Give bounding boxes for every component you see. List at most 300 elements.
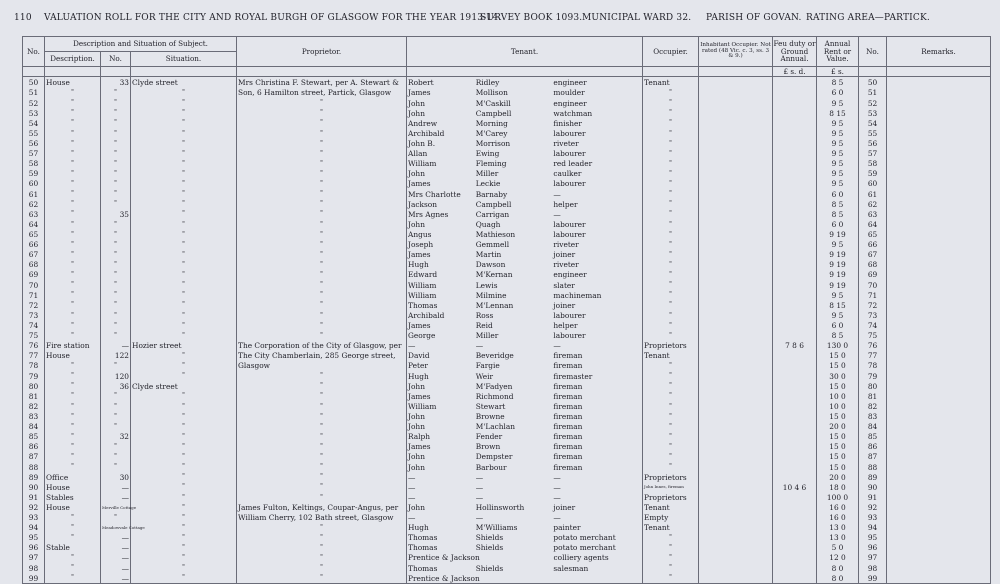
description: ": [45, 553, 101, 563]
table-row: [23, 250, 991, 260]
house-number: ": [101, 260, 131, 270]
row-number: 87: [23, 452, 45, 462]
house-number: ": [101, 300, 131, 310]
remarks: [887, 270, 991, 280]
row-number-right: 53: [859, 108, 887, 118]
occupier: ": [643, 311, 699, 321]
description: ": [45, 169, 101, 179]
occupier: ": [643, 361, 699, 371]
tenant-occupation: —: [553, 341, 561, 351]
tenant-occupation: engineer: [553, 270, 587, 280]
tenant: [407, 391, 643, 401]
situation: ": [131, 462, 237, 472]
proprietor: ": [237, 381, 407, 391]
tenant-occupation: joiner: [553, 300, 576, 310]
description: ": [45, 199, 101, 209]
remarks: [887, 311, 991, 321]
inhabitant-occupier: [699, 169, 773, 179]
row-number: 52: [23, 98, 45, 108]
inhabitant-occupier: [699, 361, 773, 371]
remarks: [887, 452, 991, 462]
row-number-right: 77: [859, 351, 887, 361]
table-row: [23, 402, 991, 412]
feu-duty: 10 4 6: [773, 482, 817, 492]
house-number: ": [101, 321, 131, 331]
feu-duty: [773, 422, 817, 432]
tenant-first-name: Thomas: [408, 563, 438, 573]
inhabitant-occupier: [699, 371, 773, 381]
situation: ": [131, 361, 237, 371]
tenant: [407, 290, 643, 300]
description: House: [45, 503, 101, 513]
inhabitant-occupier: [699, 290, 773, 300]
tenant-first-name: Mrs Charlotte: [408, 189, 461, 199]
tenant: [407, 533, 643, 543]
situation: ": [131, 290, 237, 300]
row-number: 85: [23, 432, 45, 442]
occupier: ": [643, 230, 699, 240]
col-occupier: Occupier.: [643, 37, 699, 67]
tenant-surname: Dempster: [475, 452, 513, 462]
tenant-occupation: labourer: [553, 179, 586, 189]
tenant: [407, 250, 643, 260]
row-number-right: 88: [859, 462, 887, 472]
tenant-first-name: William: [408, 159, 437, 169]
tenant-occupation: potato merchant: [553, 543, 616, 553]
situation: ": [131, 402, 237, 412]
tenant-first-name: Robert: [408, 78, 434, 88]
situation: ": [131, 139, 237, 149]
col-proprietor: Proprietor.: [237, 37, 407, 67]
occupier: ": [643, 402, 699, 412]
situation: ": [131, 280, 237, 290]
row-number: 51: [23, 88, 45, 98]
remarks: [887, 230, 991, 240]
tenant-occupation: red leader: [553, 159, 593, 169]
feu-duty: [773, 77, 817, 89]
house-number: 30: [101, 472, 131, 482]
inhabitant-occupier: [699, 543, 773, 553]
remarks: [887, 361, 991, 371]
page-title: VALUATION ROLL FOR THE CITY AND ROYAL BURGH OF GLASGOW FOR THE YEAR 1913-14.: [44, 13, 502, 23]
house-number: ": [101, 391, 131, 401]
description: ": [45, 300, 101, 310]
row-number-right: 79: [859, 371, 887, 381]
annual-rent: 15 0: [817, 351, 859, 361]
row-number: 57: [23, 149, 45, 159]
annual-rent: 15 0: [817, 452, 859, 462]
table-row: [23, 149, 991, 159]
tenant-surname: —: [475, 513, 484, 523]
situation: ": [131, 472, 237, 482]
occupier: ": [643, 108, 699, 118]
proprietor: ": [237, 321, 407, 331]
occupier: ": [643, 149, 699, 159]
inhabitant-occupier: [699, 513, 773, 523]
tenant: [407, 159, 643, 169]
annual-rent: 18 0: [817, 482, 859, 492]
house-number: ": [101, 402, 131, 412]
annual-rent: 6 0: [817, 189, 859, 199]
tenant-occupation: —: [553, 189, 561, 199]
row-number-right: 82: [859, 402, 887, 412]
tenant-first-name: Prentice & Jackson: [408, 573, 480, 583]
remarks: [887, 341, 991, 351]
occupier: ": [643, 179, 699, 189]
row-number-right: 56: [859, 139, 887, 149]
row-number: 66: [23, 240, 45, 250]
row-number: 71: [23, 290, 45, 300]
tenant-first-name: John: [408, 98, 425, 108]
tenant-first-name: Ralph: [408, 432, 431, 442]
annual-rent: 9 19: [817, 260, 859, 270]
tenant-occupation: fireman: [553, 401, 583, 411]
situation: ": [131, 240, 237, 250]
house-number: ": [101, 118, 131, 128]
inhabitant-occupier: [699, 412, 773, 422]
feu-duty: [773, 452, 817, 462]
feu-duty: [773, 129, 817, 139]
tenant: [407, 240, 643, 250]
tenant-surname: Dawson: [475, 260, 506, 270]
description: Fire station: [45, 341, 101, 351]
inhabitant-occupier: [699, 199, 773, 209]
inhabitant-occupier: [699, 422, 773, 432]
row-number-right: 91: [859, 492, 887, 502]
table-row: [23, 129, 991, 139]
annual-rent: 9 5: [817, 311, 859, 321]
table-row: [23, 240, 991, 250]
annual-rent: 8 15: [817, 300, 859, 310]
tenant: [407, 553, 643, 563]
situation: ": [131, 452, 237, 462]
table-row: [23, 573, 991, 584]
remarks: [887, 260, 991, 270]
tenant-surname: —: [475, 492, 484, 502]
tenant-first-name: John: [408, 169, 425, 179]
occupier: ": [643, 563, 699, 573]
remarks: [887, 189, 991, 199]
annual-rent: 5 0: [817, 543, 859, 553]
rent-units: £ s.: [817, 67, 859, 77]
feu-units: £ s. d.: [773, 67, 817, 77]
row-number-right: 58: [859, 159, 887, 169]
tenant-surname: Mathieson: [475, 229, 516, 239]
row-number-right: 98: [859, 563, 887, 573]
row-number-right: 74: [859, 321, 887, 331]
feu-duty: [773, 108, 817, 118]
tenant: [407, 351, 643, 361]
description: ": [45, 513, 101, 523]
row-number-right: 78: [859, 361, 887, 371]
tenant: [407, 412, 643, 422]
proprietor: ": [237, 331, 407, 341]
situation: ": [131, 260, 237, 270]
house-number: ": [101, 149, 131, 159]
table-row: [23, 462, 991, 472]
feu-duty: [773, 270, 817, 280]
tenant: [407, 139, 643, 149]
tenant-surname: Barbour: [475, 462, 507, 472]
remarks: [887, 573, 991, 584]
remarks: [887, 523, 991, 533]
feu-duty: [773, 361, 817, 371]
annual-rent: 8 5: [817, 331, 859, 341]
occupier: Proprietors: [643, 341, 699, 351]
annual-rent: 6 0: [817, 88, 859, 98]
inhabitant-occupier: [699, 381, 773, 391]
tenant-first-name: Archibald: [408, 310, 445, 320]
municipal-ward: MUNICIPAL WARD 32.: [582, 13, 692, 23]
row-number: 88: [23, 462, 45, 472]
tenant-surname: Ewing: [475, 149, 500, 159]
feu-duty: [773, 300, 817, 310]
remarks: [887, 381, 991, 391]
table-row: [23, 452, 991, 462]
tenant-occupation: joiner: [553, 250, 576, 260]
row-number: 56: [23, 139, 45, 149]
house-number: ": [101, 442, 131, 452]
feu-duty: [773, 159, 817, 169]
row-number-right: 71: [859, 290, 887, 300]
tenant: [407, 280, 643, 290]
description: Stables: [45, 492, 101, 502]
tenant-surname: Shields: [475, 563, 504, 573]
tenant-first-name: Thomas: [408, 300, 438, 310]
description: House: [45, 482, 101, 492]
remarks: [887, 321, 991, 331]
proprietor: The City Chamberlain, 285 George street,: [237, 351, 407, 361]
situation: ": [131, 492, 237, 502]
table-row: [23, 179, 991, 189]
annual-rent: 8 5: [817, 199, 859, 209]
proprietor: ": [237, 118, 407, 128]
tenant-occupation: labourer: [553, 149, 586, 159]
situation: ": [131, 513, 237, 523]
row-number-right: 60: [859, 179, 887, 189]
tenant-first-name: Archibald: [408, 128, 445, 138]
tenant-occupation: machineman: [553, 290, 602, 300]
table-row: [23, 280, 991, 290]
row-number-right: 55: [859, 129, 887, 139]
house-number: ": [101, 139, 131, 149]
tenant-first-name: —: [408, 492, 416, 502]
situation: ": [131, 351, 237, 361]
description: House: [45, 351, 101, 361]
tenant-surname: Stewart: [475, 401, 506, 411]
annual-rent: 130 0: [817, 341, 859, 351]
inhabitant-occupier: [699, 149, 773, 159]
row-number: 80: [23, 381, 45, 391]
annual-rent: 8 0: [817, 573, 859, 584]
row-number-right: 96: [859, 543, 887, 553]
tenant-surname: [476, 554, 554, 561]
house-number: ": [101, 88, 131, 98]
proprietor: ": [237, 523, 407, 533]
tenant: [407, 88, 643, 98]
col-tenant: Tenant.: [407, 37, 643, 67]
proprietor: ": [237, 543, 407, 553]
feu-duty: [773, 280, 817, 290]
table-row: [23, 199, 991, 209]
occupier: ": [643, 280, 699, 290]
tenant: [407, 179, 643, 189]
tenant-surname: Ross: [475, 310, 494, 320]
table-row: [23, 472, 991, 482]
proprietor: ": [237, 300, 407, 310]
remarks: [887, 503, 991, 513]
tenant: [407, 472, 643, 482]
proprietor: Mrs Christina F. Stewart, per A. Stewart &: [237, 77, 407, 89]
situation: ": [131, 412, 237, 422]
house-number: ": [101, 462, 131, 472]
table-row: [23, 159, 991, 169]
description: ": [45, 98, 101, 108]
tenant-occupation: finisher: [553, 118, 582, 128]
occupier: ": [643, 533, 699, 543]
remarks: [887, 331, 991, 341]
row-number: 53: [23, 108, 45, 118]
house-number: —: [101, 492, 131, 502]
proprietor: ": [237, 290, 407, 300]
feu-duty: [773, 88, 817, 98]
feu-duty: [773, 290, 817, 300]
proprietor: ": [237, 482, 407, 492]
feu-duty: [773, 240, 817, 250]
tenant-first-name: Mrs Agnes: [408, 209, 449, 219]
table-row: [23, 351, 991, 361]
tenant-first-name: William: [408, 401, 437, 411]
description: ": [45, 290, 101, 300]
description: ": [45, 442, 101, 452]
feu-duty: [773, 381, 817, 391]
tenant-occupation: —: [553, 209, 561, 219]
proprietor: ": [237, 432, 407, 442]
inhabitant-occupier: [699, 209, 773, 219]
col-feu-duty: Feu duty or Ground Annual.: [773, 37, 817, 67]
situation: ": [131, 220, 237, 230]
tenant-occupation: helper: [553, 320, 578, 330]
row-number-right: 80: [859, 381, 887, 391]
row-number: 58: [23, 159, 45, 169]
row-number-right: 61: [859, 189, 887, 199]
description: ": [45, 573, 101, 584]
occupier: ": [643, 98, 699, 108]
feu-duty: [773, 503, 817, 513]
tenant: [407, 341, 643, 351]
occupier: ": [643, 189, 699, 199]
tenant-first-name: —: [408, 513, 416, 523]
annual-rent: 15 0: [817, 381, 859, 391]
tenant: [407, 169, 643, 179]
inhabitant-occupier: [699, 321, 773, 331]
row-number: 99: [23, 573, 45, 584]
remarks: [887, 77, 991, 89]
feu-duty: [773, 462, 817, 472]
occupier: ": [643, 290, 699, 300]
table-row: [23, 422, 991, 432]
proprietor: ": [237, 209, 407, 219]
tenant-first-name: Thomas: [408, 543, 438, 553]
proprietor: ": [237, 230, 407, 240]
tenant-first-name: John: [408, 381, 425, 391]
description: ": [45, 280, 101, 290]
house-number: 33: [101, 77, 131, 89]
tenant: [407, 230, 643, 240]
tenant-occupation: firemaster: [553, 371, 593, 381]
row-number-right: 50: [859, 77, 887, 89]
occupier: ": [643, 300, 699, 310]
situation: ": [131, 442, 237, 452]
row-number: 74: [23, 321, 45, 331]
tenant-occupation: moulder: [553, 88, 585, 98]
table-row: [23, 432, 991, 442]
tenant: [407, 573, 643, 584]
house-number: ": [101, 412, 131, 422]
description: ": [45, 108, 101, 118]
proprietor: ": [237, 149, 407, 159]
row-number-right: 84: [859, 422, 887, 432]
tenant-occupation: helper: [553, 199, 578, 209]
tenant-occupation: —: [553, 492, 561, 502]
description: ": [45, 240, 101, 250]
house-number: ": [101, 179, 131, 189]
table-row: [23, 492, 991, 502]
row-number-right: 87: [859, 452, 887, 462]
occupier: Tenant: [643, 351, 699, 361]
tenant-occupation: labourer: [553, 310, 586, 320]
proprietor: ": [237, 199, 407, 209]
tenant-occupation: fireman: [553, 452, 583, 462]
tenant: [407, 199, 643, 209]
inhabitant-occupier: [699, 250, 773, 260]
tenant: [407, 381, 643, 391]
tenant-surname: Miller: [475, 331, 499, 341]
feu-duty: [773, 250, 817, 260]
remarks: [887, 432, 991, 442]
row-number: 63: [23, 209, 45, 219]
description: ": [45, 533, 101, 543]
row-number-right: 92: [859, 503, 887, 513]
remarks: [887, 159, 991, 169]
row-number-right: 97: [859, 553, 887, 563]
description: ": [45, 220, 101, 230]
tenant-surname: Martin: [475, 250, 502, 260]
remarks: [887, 543, 991, 553]
house-number: 122: [101, 351, 131, 361]
occupier: ": [643, 543, 699, 553]
col-no-right: No.: [859, 37, 887, 67]
proprietor: ": [237, 250, 407, 260]
annual-rent: 9 5: [817, 118, 859, 128]
inhabitant-occupier: [699, 391, 773, 401]
row-number: 72: [23, 300, 45, 310]
tenant-first-name: William: [408, 290, 437, 300]
occupier: ": [643, 220, 699, 230]
tenant-surname: Richmond: [475, 391, 514, 401]
col-situation: Situation.: [131, 52, 237, 67]
proprietor: ": [237, 402, 407, 412]
feu-duty: [773, 573, 817, 584]
tenant-surname: Mollison: [475, 88, 508, 98]
tenant-occupation: labourer: [553, 331, 586, 341]
row-number-right: 54: [859, 118, 887, 128]
survey-book: SURVEY BOOK 1093.: [480, 13, 583, 23]
row-number-right: 94: [859, 523, 887, 533]
tenant-first-name: —: [408, 482, 416, 492]
col-description: Description.: [45, 52, 101, 67]
tenant-occupation: fireman: [553, 381, 583, 391]
